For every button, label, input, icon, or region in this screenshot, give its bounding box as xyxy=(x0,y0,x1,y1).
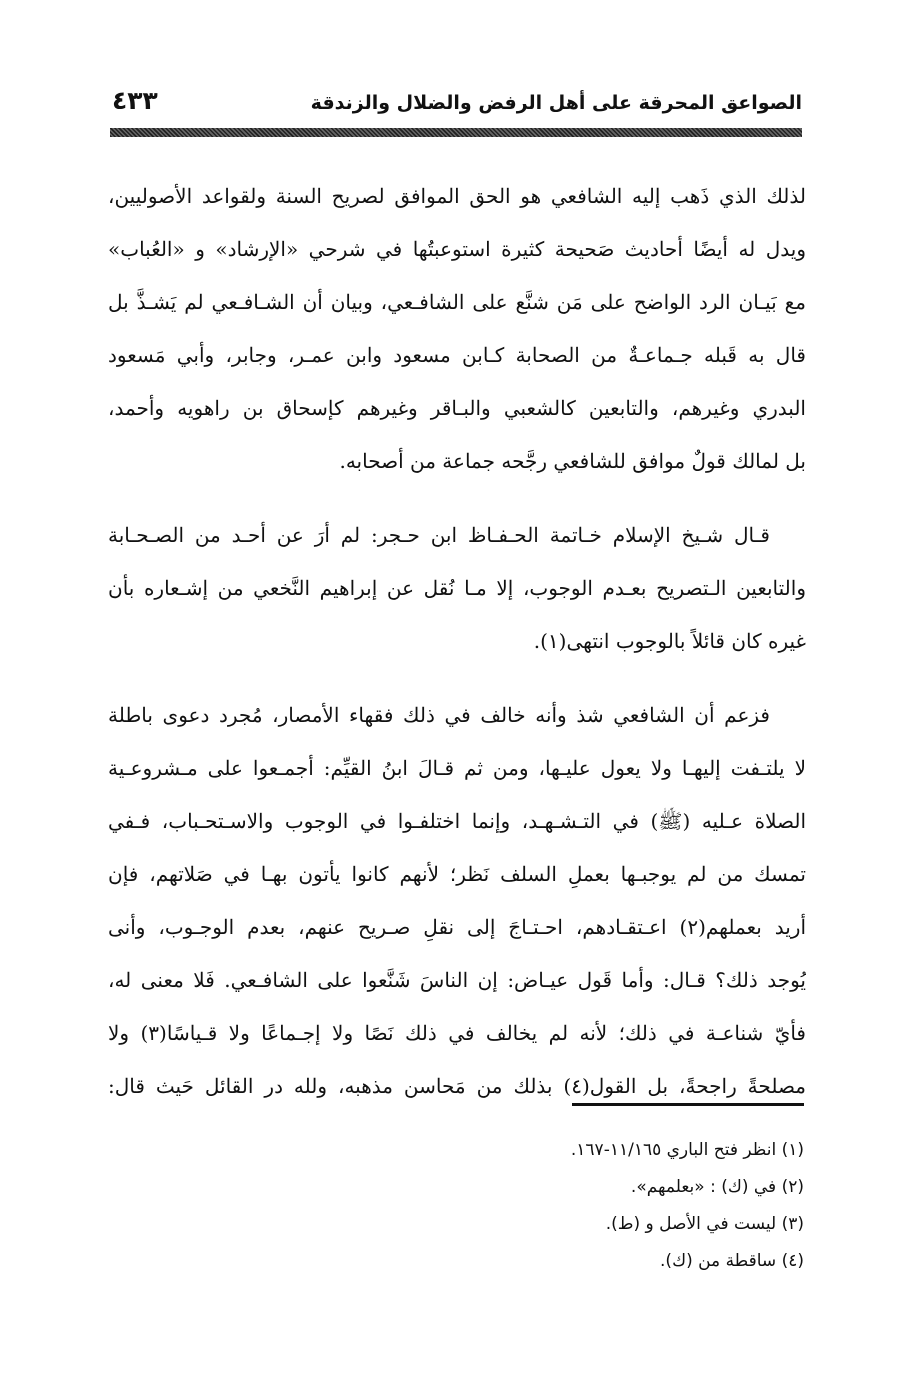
text-line: لذلك الذي ذَهب إليه الشافعي هو الحق الموافق لصريح السنة ولقواعد الأصوليين، xyxy=(108,184,806,208)
text-line: مع بَيـان الرد الواضح على مَن شنَّع على الشافـعي، وبيان أن الشـافـعي لم يَشـذَّ بل xyxy=(108,290,806,314)
footnote: (٤) ساقطة من (ك). xyxy=(660,1251,804,1271)
header-rule xyxy=(110,128,802,137)
text-line: قال به قَبله جـماعـةٌ من الصحابة كـابن مسعود وابن عمـر، وجابر، وأبي مَسعود xyxy=(108,343,806,367)
page-header xyxy=(110,86,802,120)
footnote: (٢) في (ك) : «بعلمهم». xyxy=(630,1177,804,1197)
text-line: والتابعين الـتصريح بعـدم الوجوب، إلا مـا نُقل عن إبراهيم النَّخعي من إشـعاره بأن xyxy=(108,576,806,600)
footnote-separator xyxy=(572,1103,804,1106)
text-line: غيره كان قائلاً بالوجوب انتهى(١). xyxy=(533,629,806,653)
paragraph xyxy=(108,689,806,1113)
text-line: ويدل له أيضًا أحاديث صَحيحة كثيرة استوعبتُها في شرحي «الإرشاد» و «العُباب» xyxy=(108,237,806,261)
text-line: فزعم أن الشافعي شذ وأنه خالف في ذلك فقهاء الأمصار، مُجرد دعوى باطلة xyxy=(108,703,770,727)
page-number: ٤٣٣ xyxy=(112,86,158,115)
text-line: أريد بعملهم(٢) اعـتقـادهم، احـتـاجَ إلى نقلِ صـريح عنهم، بعدم الوجـوب، وأنى xyxy=(108,915,806,939)
text-line: البدري وغيرهم، والتابعين كالشعبي والبـاقر وغيرهم كإسحاق بن راهويه وأحمد، xyxy=(108,396,806,420)
text-line: يُوجد ذلك؟ قـال: وأما قَول عيـاض: إن الناسَ شَنَّعوا على الشافـعي. فَلا معنى له، xyxy=(108,968,806,992)
footnote: (١) انظر فتح الباري ١١/١٦٥-١٦٧. xyxy=(570,1140,804,1160)
body-text xyxy=(108,170,806,1113)
text-line: مصلحةً راجحةً، بل القول(٤) بذلك من مَحاسن مذهبه، ولله در القائل حَيث قال: xyxy=(108,1074,806,1098)
paragraph xyxy=(108,509,806,668)
paragraph xyxy=(108,170,806,488)
text-line: فأيّ شناعـة في ذلك؛ لأنه لم يخالف في ذلك نَصًا ولا إجـماعًا ولا قـياسًا(٣) ولا xyxy=(108,1021,806,1045)
text-line: تمسك من لم يوجبـها بعملِ السلف نَظر؛ لأنهم كانوا يأتون بهـا في صَلاتهم، فإن xyxy=(108,862,806,886)
running-title: الصواعق المحرقة على أهل الرفض والضلال والزندقة xyxy=(310,92,802,114)
text-line: لا يلتـفت إليهـا ولا يعول عليـها، ومن ثم قـالَ ابنُ القيِّم: أجمـعوا على مـشروعـية xyxy=(108,756,806,780)
text-line: قـال شـيخ الإسلام خـاتمة الحـفـاظ ابن حـجر: لم أرَ عن أحـد من الصـحـابة xyxy=(108,523,770,547)
footnote: (٣) ليست في الأصل و (ط). xyxy=(605,1214,804,1234)
footnotes xyxy=(204,1132,804,1280)
text-line: الصلاة عـليه (ﷺ) في التـشـهـد، وإنما اختلفـوا في الوجوب والاسـتحـباب، فـفي xyxy=(108,809,806,833)
text-line: بل لمالك قولٌ موافق للشافعي رجَّحه جماعة من أصحابه. xyxy=(339,449,806,473)
